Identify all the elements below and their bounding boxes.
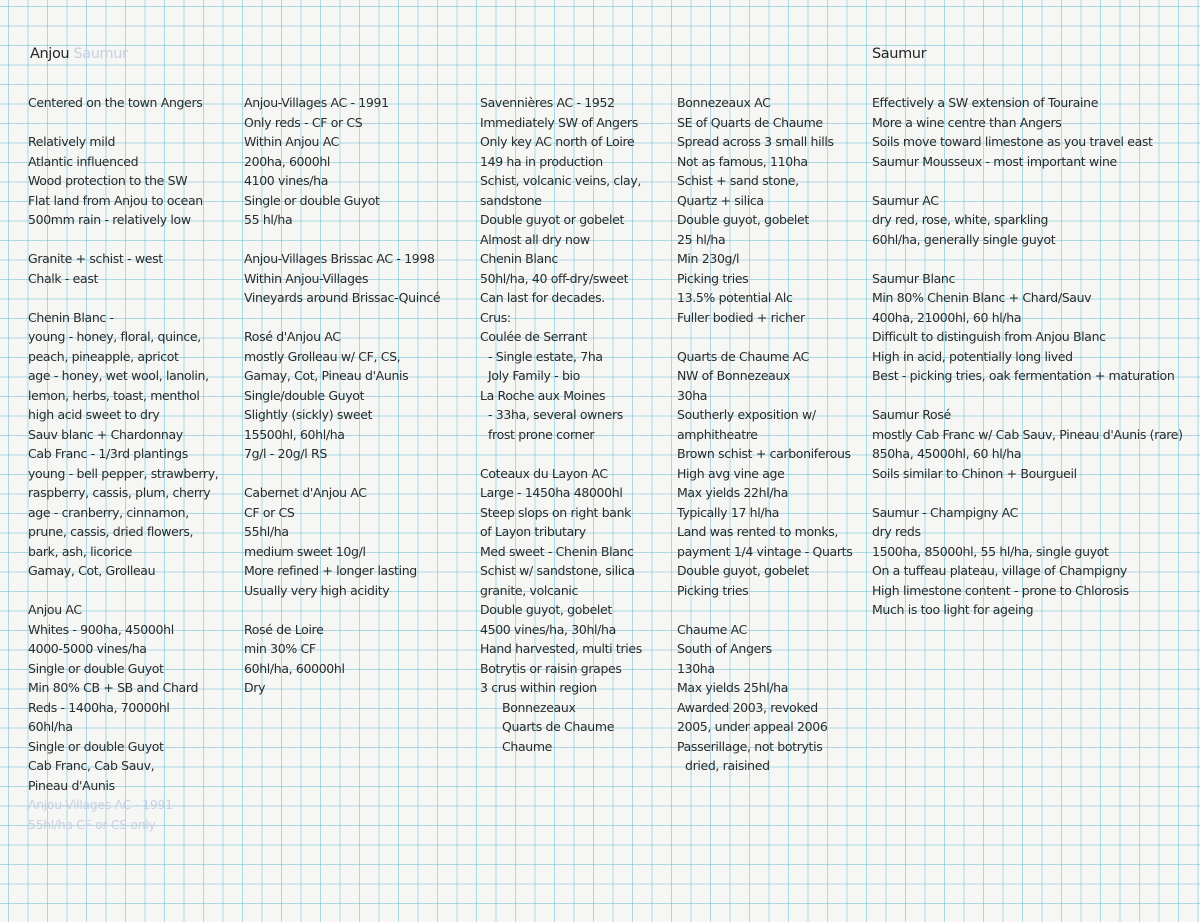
note-line: Single or double Guyot [28,738,164,754]
note-line: Double guyot or gobelet [480,212,625,227]
note-line: Double guyot, gobelet [480,602,612,617]
note-line: sandstone [480,192,542,208]
note-line: South of Angers [677,641,772,656]
note-line: Chalk - east [28,270,99,286]
faded-heading: Saumur [73,46,128,62]
note-line: dry reds [872,524,921,539]
note-block [872,93,1192,171]
note-heading-line: Saumur AC [872,192,939,208]
block-spacer [677,600,867,620]
note-line: Steep slops on right bank [480,504,632,520]
note-line: Cab Franc, Cab Sauv, [28,758,155,773]
note-line: Picking tries [677,270,749,286]
note-heading-line: Cabernet d'Anjou AC [244,485,367,500]
note-line: Quartz + silica [677,192,764,208]
block-spacer [244,464,469,484]
anjou-heading: Anjou [30,46,70,62]
note-line: Large - 1450ha 48000hl [480,485,623,500]
note-heading-line: Granite + schist - west [28,251,163,266]
note-line: Sauv blanc + Chardonnay [28,426,183,442]
note-line: Crus: [480,309,511,325]
notes-column-saumur [872,93,1192,620]
note-line: Double guyot, gobelet [677,212,809,227]
note-line: Double guyot, gobelet [677,563,809,578]
note-block [480,464,670,757]
note-block [677,93,867,327]
note-line: Only key AC north of Loire [480,134,635,149]
note-line: On a tuffeau plateau, village of Champigny [872,563,1127,578]
note-heading-line: Coteaux du Layon AC [480,465,608,481]
note-line: 3 crus within region [480,680,597,695]
note-line: 850ha, 45000hl, 60 hl/ha [872,446,1022,461]
note-heading-line: Saumur Blanc [872,270,956,286]
block-spacer [244,230,469,250]
block-spacer [28,113,238,133]
note-line: age - honey, wet wool, lanolin, [28,368,209,383]
note-line: age - cranberry, cinnamon, [28,504,189,520]
note-line: mostly Grolleau w/ CF, CS, [244,348,401,364]
note-line: Almost all dry now [480,231,590,247]
note-line: min 30% CF [244,641,316,656]
note-line: Hand harvested, multi tries [480,641,642,656]
page-title-saumur: Saumur [872,46,927,62]
note-line: dried, raisined [685,758,770,773]
note-line: granite, volcanic [480,582,579,598]
note-line: Best - picking tries, oak fermentation + maturation [872,368,1175,383]
note-line: Single or double Guyot [244,192,380,208]
note-line: dry red, rose, white, sparkling [872,212,1049,227]
block-spacer [28,230,238,250]
note-line: CF or CS [244,504,295,520]
notes-column-bonnezeaux-chaume [677,93,867,776]
notes-column-anjou-acs [244,93,469,698]
note-heading-line: Centered on the town Angers [28,95,203,110]
note-line: Schist, volcanic veins, clay, [480,173,642,188]
note-line: 400ha, 21000hl, 60 hl/ha [872,309,1022,325]
note-line: 200ha, 6000hl [244,153,331,169]
note-line: Saumur Mousseux - most important wine [872,153,1117,169]
note-heading-line: Chenin Blanc - [28,309,114,325]
note-line: 1500ha, 85000hl, 55 hl/ha, single guyot [872,543,1109,559]
note-line: Soils similar to Chinon + Bourgueil [872,465,1077,481]
block-spacer [244,308,469,328]
note-line: Awarded 2003, revoked [677,699,818,715]
note-heading-line: Chaume AC [677,621,747,637]
note-heading-line: Effectively a SW extension of Touraine [872,95,1099,110]
note-heading-line: Saumur Rosé [872,407,951,422]
erased-note-line: 55hl/ha CF or CS only [28,816,156,832]
note-line: lemon, herbs, toast, menthol [28,387,200,403]
note-line: Med sweet - Chenin Blanc [480,543,634,559]
note-line: More a wine centre than Angers [872,114,1062,130]
note-heading-line: Savennières AC - 1952 [480,95,615,110]
note-line: Gamay, Cot, Grolleau [28,563,156,578]
note-line: 55hl/ha [244,524,289,539]
note-block [480,93,670,444]
note-line: young - bell pepper, strawberry, [28,465,219,481]
erased-note-line: Anjou-Villages AC - 1991 [28,797,173,812]
note-line: Joly Family - bio [488,368,580,383]
note-line: SE of Quarts de Chaume [677,114,823,130]
note-heading-line: Anjou-Villages Brissac AC - 1998 [244,251,435,266]
note-line: 4500 vines/ha, 30hl/ha [480,621,616,637]
note-line: peach, pineapple, apricot [28,348,179,364]
note-line: Spread across 3 small hills [677,134,834,149]
note-line: prune, cassis, dried flowers, [28,524,194,539]
note-line: Brown schist + carboniferous [677,446,851,461]
note-line: Fuller bodied + richer [677,309,805,325]
note-line: Only reds - CF or CS [244,114,363,130]
note-line: Can last for decades. [480,290,605,305]
note-line: High avg vine age [677,465,785,481]
note-line: Land was rented to monks, [677,524,839,539]
block-spacer [872,483,1192,503]
note-line: Chenin Blanc [480,251,558,266]
note-line: Reds - 1400ha, 70000hl [28,699,170,715]
note-line: of Layon tributary [480,524,586,539]
note-block [28,600,238,834]
note-line: Min 230g/l [677,251,740,266]
note-line: 130ha [677,660,715,676]
note-line: Chaume [502,738,552,754]
block-spacer [244,600,469,620]
note-line: 50hl/ha, 40 off-dry/sweet [480,270,629,286]
note-line: Within Anjou-Villages [244,270,369,286]
note-line: bark, ash, licorice [28,543,132,559]
note-line: 500mm rain - relatively low [28,212,191,227]
note-line: Atlantic influenced [28,153,139,169]
note-block [244,483,469,600]
note-line: 60hl/ha, 60000hl [244,660,345,676]
note-line: La Roche aux Moines [480,387,606,403]
note-line: Immediately SW of Angers [480,114,638,130]
note-line: Usually very high acidity [244,582,390,598]
note-line: Wood protection to the SW [28,173,188,188]
block-spacer [872,171,1192,191]
note-line: Flat land from Anjou to ocean [28,192,203,208]
note-line: Schist w/ sandstone, silica [480,563,635,578]
note-block [28,308,238,581]
note-block [872,503,1192,620]
note-line: Dry [244,680,266,695]
note-line: Min 80% CB + SB and Chard [28,680,199,695]
block-spacer [677,327,867,347]
note-heading-line: Anjou AC [28,602,82,617]
note-line: 15500hl, 60hl/ha [244,426,345,442]
note-line: - Single estate, 7ha [488,348,603,364]
note-line: Not as famous, 110ha [677,153,808,169]
note-block [677,620,867,776]
note-block [872,405,1192,483]
note-line: Max yields 25hl/ha [677,680,789,695]
note-heading-line: Quarts de Chaume AC [677,348,810,364]
note-line: 13.5% potential Alc [677,290,793,305]
note-heading-line: Relatively mild [28,134,116,149]
note-line: Within Anjou AC [244,134,340,149]
note-block [244,93,469,230]
note-line: Schist + sand stone, [677,173,799,188]
note-line: 55 hl/ha [244,212,293,227]
note-line: 4000-5000 vines/ha [28,641,147,656]
note-line: Max yields 22hl/ha [677,485,789,500]
note-line: 25 hl/ha [677,231,726,247]
note-line: amphitheatre [677,426,758,442]
note-line: Passerillage, not botrytis [677,738,823,754]
note-line: Typically 17 hl/ha [677,504,780,520]
note-line: Slightly (sickly) sweet [244,407,373,422]
note-line: Quarts de Chaume [502,719,615,734]
note-line: 2005, under appeal 2006 [677,719,828,734]
note-block [28,249,238,288]
note-line: NW of Bonnezeaux [677,368,791,383]
note-line: High in acid, potentially long lived [872,348,1073,364]
note-line: 4100 vines/ha [244,173,329,188]
note-block [244,327,469,464]
note-line: Pineau d'Aunis [28,777,115,793]
note-line: Botrytis or raisin grapes [480,660,622,676]
note-line: frost prone corner [488,426,595,442]
note-line: 60hl/ha, generally single guyot [872,231,1056,247]
note-line: Picking tries [677,582,749,598]
note-block [244,249,469,308]
note-heading-line: Anjou-Villages AC - 1991 [244,95,389,110]
page-title-anjou [30,46,128,62]
note-line: - 33ha, several owners [488,407,623,422]
block-spacer [872,249,1192,269]
note-line: young - honey, floral, quince, [28,329,201,344]
note-block [28,93,238,113]
note-line: high acid sweet to dry [28,407,160,422]
note-line: Single/double Guyot [244,387,365,403]
note-line: mostly Cab Franc w/ Cab Sauv, Pineau d'Aunis (rare) [872,426,1183,442]
note-line: High limestone content - prone to Chlorosis [872,582,1129,598]
note-heading-line: Rosé de Loire [244,621,324,637]
note-heading-line: Saumur - Champigny AC [872,504,1019,520]
note-heading-line: Bonnezeaux AC [677,95,771,110]
note-line: 30ha [677,387,708,403]
block-spacer [872,386,1192,406]
block-spacer [28,288,238,308]
note-block [244,620,469,698]
note-line: Single or double Guyot [28,660,164,676]
note-line: Vineyards around Brissac-Quincé [244,290,441,305]
note-line: 7g/l - 20g/l RS [244,446,327,461]
notes-column-savennieres-layon [480,93,670,756]
note-line: Difficult to distinguish from Anjou Blanc [872,329,1106,344]
note-line: raspberry, cassis, plum, cherry [28,485,211,500]
note-line: Min 80% Chenin Blanc + Chard/Sauv [872,290,1092,305]
note-block [872,191,1192,250]
note-line: Whites - 900ha, 45000hl [28,621,174,637]
note-line: Southerly exposition w/ [677,407,816,422]
note-line: Much is too light for ageing [872,602,1034,617]
note-line: medium sweet 10g/l [244,543,366,559]
note-block [677,347,867,601]
note-block [872,269,1192,386]
note-heading-line: Rosé d'Anjou AC [244,329,341,344]
note-line: 149 ha in production [480,153,603,169]
note-line: payment 1/4 vintage - Quarts [677,543,853,559]
note-block [28,132,238,230]
note-line: Bonnezeaux [502,699,576,715]
note-line: 60hl/ha [28,719,73,734]
note-line: Coulée de Serrant [480,329,587,344]
note-line: More refined + longer lasting [244,563,417,578]
note-line: Gamay, Cot, Pineau d'Aunis [244,368,409,383]
note-line: Soils move toward limestone as you travel east [872,134,1153,149]
block-spacer [28,581,238,601]
note-line: Cab Franc - 1/3rd plantings [28,446,188,461]
block-spacer [480,444,670,464]
notes-column-anjou-general [28,93,238,834]
